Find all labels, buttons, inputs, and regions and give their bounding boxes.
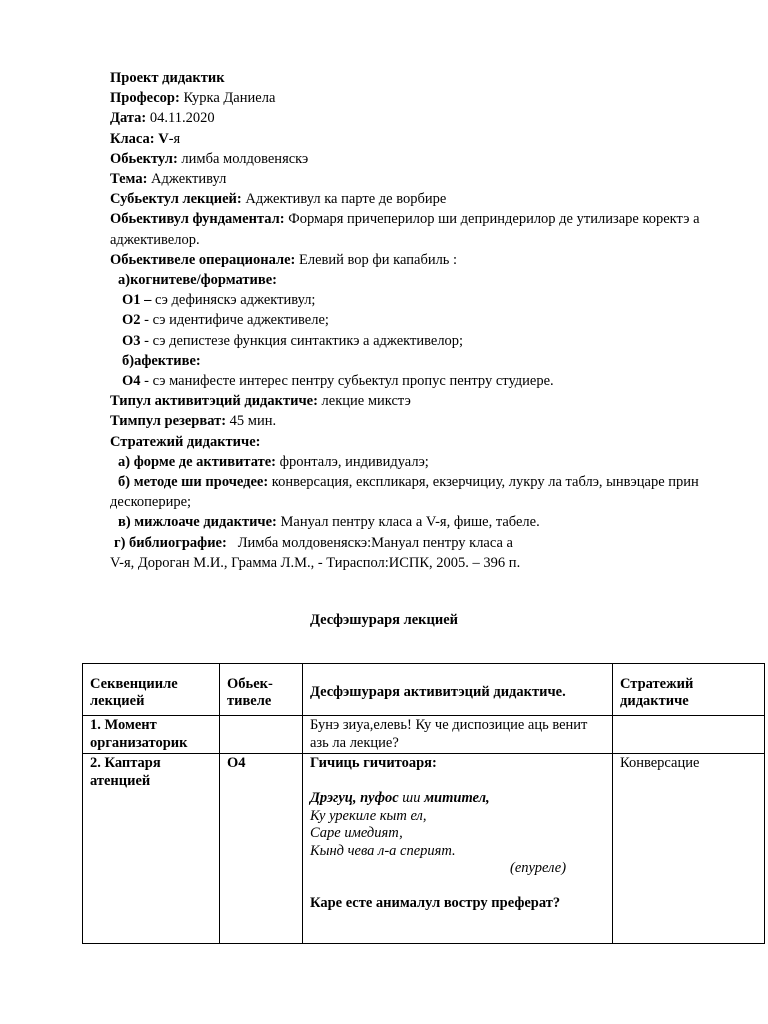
table-row (83, 716, 765, 754)
header-activity: Десфэшураря активитэций дидактиче. (303, 664, 613, 716)
affective-heading: б)афективе: (122, 352, 201, 369)
poem-line-2: Ку урекиле кыт ел, (310, 807, 427, 824)
question-line: Каре есте анималул востру преферат? (310, 895, 561, 911)
header-objectives: Обьек-тивеле (220, 664, 303, 716)
row2-sequence: 2. Каптаря атенцией (83, 754, 220, 944)
methods-line: б) методе ши прочедее: конверсация, експликаря, екзерчициу, лукру ла таблэ, ынвэцаре прин дескоперире; (110, 474, 699, 511)
objective-o3: О3 - сэ депистезе функция синтактикэ а аджективелор; (122, 332, 464, 349)
lesson-table (82, 663, 765, 944)
lesson-plan-header (110, 68, 730, 573)
fundamental-objective: Обьективул фундаментал: Формаря причеперилор ши деприндерилор де утилизаре коректэ а аджективелор. (110, 211, 700, 248)
riddle-title: Гичиць гичитоаря: (310, 755, 437, 771)
header-strategies: Стратежий дидактиче (613, 664, 765, 716)
bibliography-line: г) библиографие: Лимба молдовеняскэ:Мануал пентру класа а (114, 534, 513, 551)
row2-objective: О4 (220, 754, 303, 944)
objective-o2: О2 - сэ идентифиче аджективеле; (122, 312, 329, 329)
poem-line-3: Саре имедият, (310, 825, 403, 841)
row1-activity: Бунэ зиуа,елевь! Ку че диспозицие аць венит азь ла лекцие? (303, 716, 613, 754)
activity-type-line: Типул активитэций дидактиче: лекцие микстэ (110, 393, 411, 410)
section-title: Десфэшураря лекцией (309, 612, 459, 628)
table-header-row (83, 664, 765, 716)
lesson-subject-line: Субьектул лекцией: Аджективул ка парте де ворбире (110, 191, 447, 208)
professor-line: Професор: Курка Даниела (110, 90, 276, 107)
theme-line: Тема: Аджективул (110, 171, 227, 188)
cognitive-heading: а)когнитеве/формативе: (118, 272, 277, 289)
poem-line-1: Дрэгуц, пуфос ши митител, (310, 790, 490, 806)
means-line: в) мижлоаче дидактиче: Мануал пентру класа а V-я, фише, табеле. (118, 514, 540, 531)
operational-objectives-line: Обьективеле операционале: Елевий вор фи капабиль : (110, 251, 458, 268)
row1-strategy (613, 716, 765, 754)
time-line: Тимпул резерват: 45 мин. (110, 413, 277, 430)
bibliography-line-2: V-я, Дороган М.И., Грамма Л.М., - Тираспол:ИСПК, 2005. – 396 п. (110, 554, 521, 571)
project-title: Проект дидактик (110, 70, 225, 86)
objective-o4: О4 - сэ манифесте интерес пентру субьектул пропус пентру студиере. (122, 373, 554, 390)
row1-sequence: 1. Момент организаторик (83, 716, 220, 754)
strategies-heading: Стратежий дидактиче: (110, 433, 261, 450)
forms-line: а) форме де активитате: фронталэ, индивидуалэ; (118, 453, 429, 470)
objective-o1: О1 – сэ дефиняскэ аджективул; (122, 292, 316, 309)
class-line: Класа: V-я (110, 130, 181, 147)
row2-activity (303, 754, 613, 944)
riddle-answer: (епуреле) (510, 860, 567, 876)
subject-line: Обьектул: лимба молдовеняскэ (110, 150, 309, 167)
date-line: Дата: 04.11.2020 (110, 110, 215, 127)
row1-objective (220, 716, 303, 754)
header-sequence: Секвенцииле лекцией (83, 664, 220, 716)
poem-line-4: Кынд чева л-а сперият. (310, 842, 456, 859)
row2-strategy: Конверсацие (613, 754, 765, 944)
table-row (83, 754, 765, 944)
